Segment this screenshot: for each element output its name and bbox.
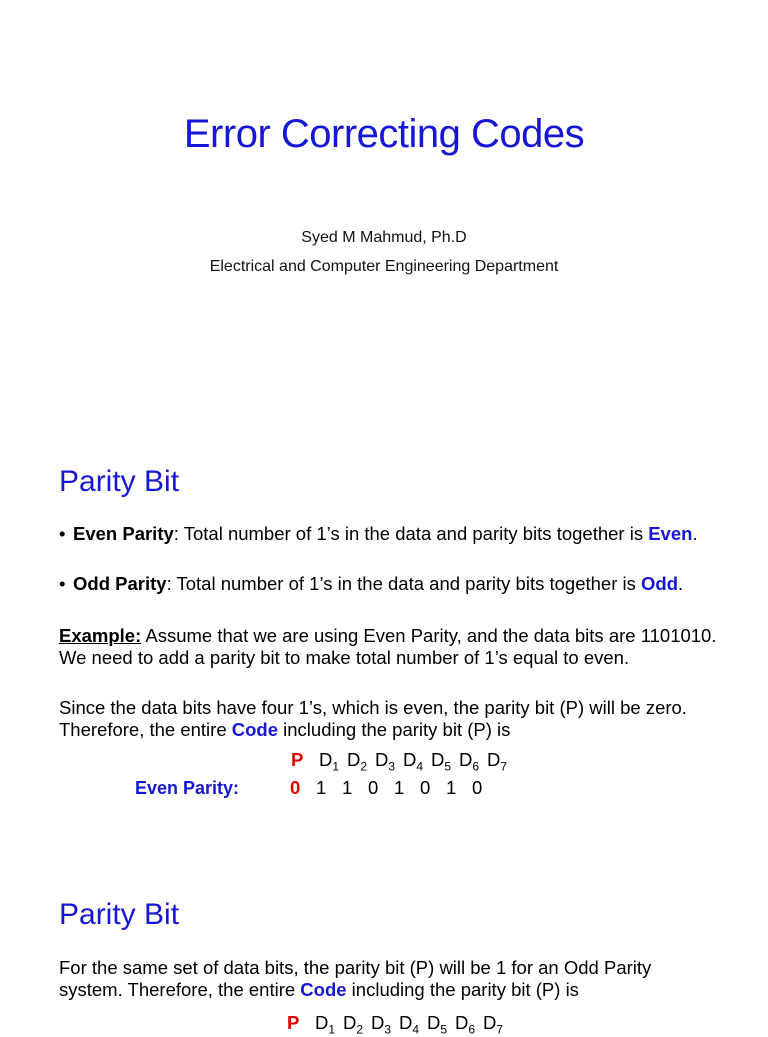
bullet-dot-icon: •: [59, 523, 66, 544]
code-term: Code: [300, 978, 347, 1000]
parity-header: P: [287, 1012, 300, 1033]
odd-text-before: For the same set of data bits, the parity bit (P) will be 1 for an Odd Parity system. Therefore, the entire: [59, 957, 652, 1000]
data-value: 0: [368, 777, 379, 798]
data-header: $D_1$: [315, 1012, 336, 1037]
example-paragraph: [59, 625, 719, 668]
slide-heading: Parity Bit: [59, 465, 180, 498]
odd-parity-paragraph: [59, 957, 719, 1000]
data-header: $D_4$: [403, 749, 424, 774]
data-header: $D_6$: [455, 1012, 476, 1037]
odd-end: .: [678, 573, 684, 594]
since-text-after: including the parity bit (P) is: [278, 718, 511, 740]
bullet-even-parity: [59, 523, 719, 545]
odd-text-after: including the parity bit (P) is: [346, 978, 579, 1000]
bit-header-row: [287, 1012, 511, 1037]
title-slide: [0, 0, 768, 420]
data-value: 1: [316, 777, 327, 798]
data-header: $D_4$: [399, 1012, 420, 1037]
parity-bit-slide: [0, 420, 768, 860]
data-header: $D_5$: [427, 1012, 448, 1037]
author-name: Syed M Mahmud, Ph.D: [301, 229, 467, 246]
even-parity-row-label: Even Parity:: [135, 778, 240, 798]
parity-header: P: [291, 749, 304, 770]
data-header: $D_3$: [375, 749, 396, 774]
since-text-before: Since the data bits have four 1’s, which is even, the parity bit (P) will be zero. Therefore, the entire: [59, 697, 687, 740]
example-label: Example:: [59, 625, 142, 646]
odd-parity-term: Odd Parity: [73, 573, 167, 594]
bullet-dot-icon: •: [59, 573, 66, 594]
department-name: Electrical and Computer Engineering Department: [209, 258, 559, 275]
data-header: $D_3$: [371, 1012, 392, 1037]
even-parity-term: Even Parity: [73, 523, 174, 544]
data-value: 0: [472, 777, 483, 798]
data-header: $D_7$: [483, 1012, 504, 1037]
even-value: Even: [648, 523, 693, 544]
data-header: $D_2$: [343, 1012, 364, 1037]
data-header: $D_7$: [487, 749, 508, 774]
slide-heading: Parity Bit: [59, 898, 180, 931]
since-paragraph: [59, 697, 719, 740]
odd-value: Odd: [641, 573, 678, 594]
data-header: $D_1$: [319, 749, 340, 774]
bit-header-row: [291, 749, 515, 774]
code-term: Code: [231, 718, 279, 740]
even-end: .: [692, 523, 698, 544]
data-header: $D_2$: [347, 749, 368, 774]
data-value: 1: [394, 777, 405, 798]
odd-parity-text: : Total number of 1’s in the data and parity bits together is: [166, 573, 641, 594]
data-header: $D_6$: [459, 749, 480, 774]
even-parity-text: : Total number of 1’s in the data and parity bits together is: [173, 523, 649, 544]
data-value: 1: [446, 777, 457, 798]
bit-value-row: [290, 777, 498, 799]
slide-title: Error Correcting Codes: [183, 112, 585, 156]
data-value: 0: [420, 777, 431, 798]
parity-bit-odd-slide: [0, 860, 768, 1037]
data-header: $D_5$: [431, 749, 452, 774]
example-text: Assume that we are using Even Parity, and the data bits are 1101010. We need to add a parity bit to make total number of 1’s equal to even.: [59, 625, 717, 668]
data-value: 1: [342, 777, 353, 798]
bullet-odd-parity: [59, 573, 719, 595]
parity-value: 0: [290, 777, 301, 798]
